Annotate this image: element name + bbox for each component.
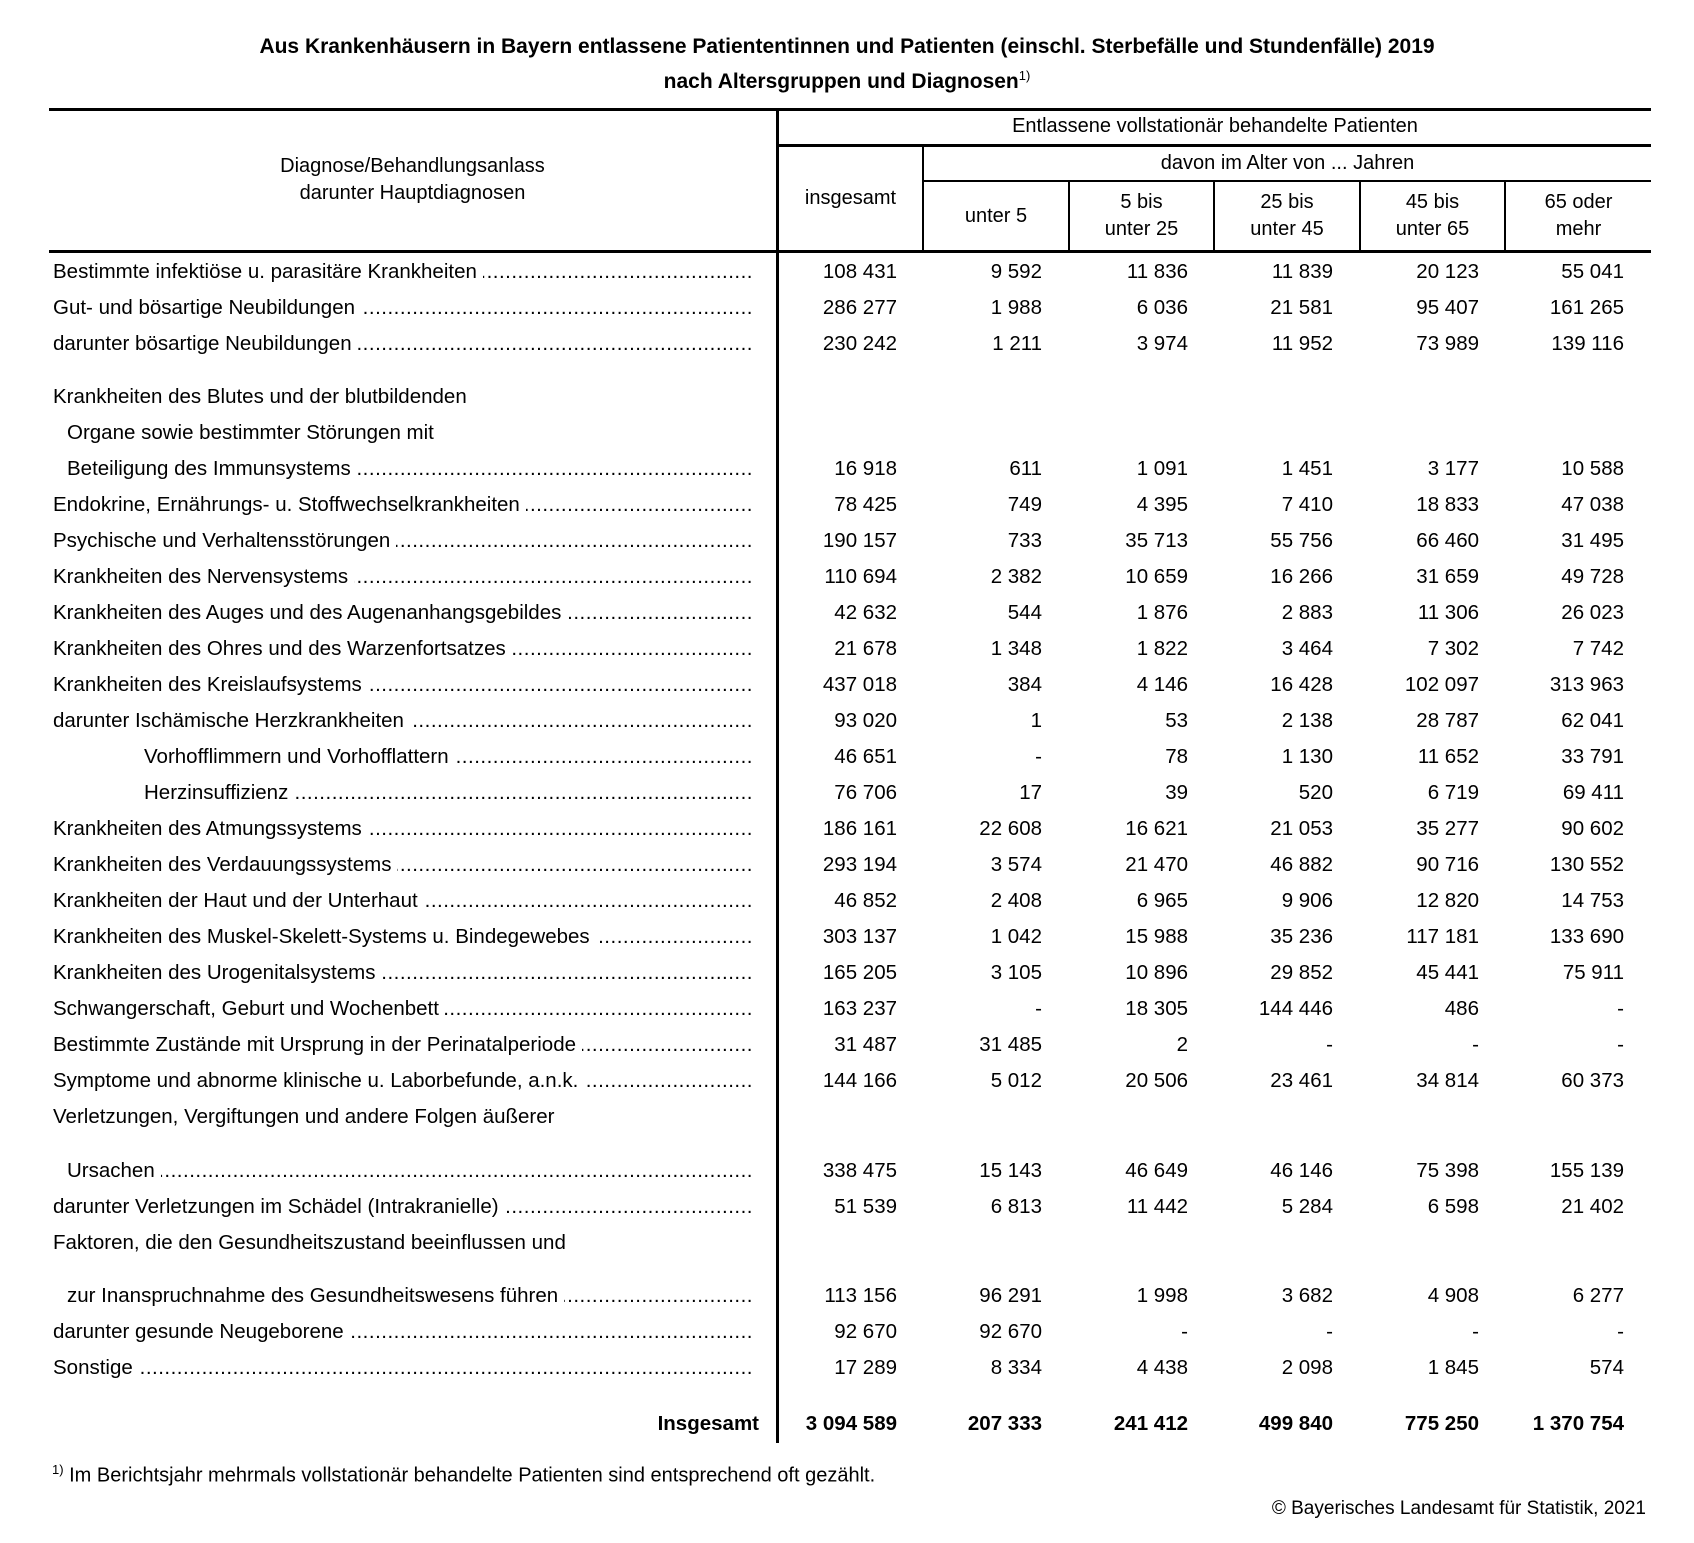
total-age-1: 241 412 — [1113, 1412, 1188, 1435]
cell-age-4: 90 602 — [1561, 817, 1624, 840]
cell-age-1: 39 — [1165, 781, 1188, 804]
cell-age-3: 1 845 — [1427, 1356, 1479, 1379]
cell-age-2: 11 952 — [1271, 332, 1333, 355]
cell-age-4: 133 690 — [1549, 925, 1624, 948]
table-row — [49, 326, 1651, 362]
cell-age-1: 15 988 — [1125, 925, 1188, 948]
col-header-insgesamt: insgesamt — [804, 187, 897, 209]
stub-header — [49, 153, 776, 207]
cell-age-3: 90 716 — [1416, 853, 1479, 876]
cell-age-2: 3 464 — [1281, 637, 1333, 660]
stub-header-line1: Diagnose/Behandlungsanlass — [280, 155, 545, 177]
cell-age-2: 35 236 — [1270, 925, 1333, 948]
row-label — [53, 595, 753, 631]
cell-age-4: - — [1617, 1033, 1624, 1056]
cell-insgesamt: 31 487 — [834, 1033, 897, 1056]
cell-age-2: 23 461 — [1270, 1069, 1333, 1092]
cell-age-2: 55 756 — [1270, 529, 1333, 552]
title-footnote-marker: 1) — [1018, 68, 1031, 83]
cell-insgesamt: 92 670 — [834, 1320, 897, 1343]
row-label-text: Bestimmte Zustände mit Ursprung in der Perinatalperiode — [53, 1027, 582, 1063]
cell-age-1: 20 506 — [1125, 1069, 1188, 1092]
col-header-age-4-line2: mehr — [1555, 218, 1602, 240]
cell-age-1: 3 974 — [1136, 332, 1188, 355]
cell-insgesamt: 78 425 — [834, 493, 897, 516]
table-row — [49, 1063, 1651, 1099]
col-header-age-3 — [1361, 189, 1504, 243]
cell-age-1: 4 146 — [1136, 673, 1188, 696]
cell-age-0: - — [1035, 997, 1042, 1020]
cell-age-1: 1 822 — [1136, 637, 1188, 660]
table-row — [49, 1027, 1651, 1063]
cell-age-2: 1 451 — [1281, 457, 1333, 480]
table-row — [49, 631, 1651, 667]
cell-age-1: 18 305 — [1125, 997, 1188, 1020]
cell-age-2: 144 446 — [1258, 997, 1333, 1020]
cell-age-0: 3 105 — [990, 961, 1042, 984]
cell-insgesamt: 163 237 — [822, 997, 897, 1020]
row-label — [53, 1225, 753, 1261]
total-age-3: 775 250 — [1404, 1412, 1479, 1435]
cell-insgesamt: 51 539 — [834, 1195, 897, 1218]
cell-age-3: 12 820 — [1416, 889, 1479, 912]
row-label — [53, 1314, 753, 1350]
header-bottom-rule — [49, 250, 1651, 253]
table-row — [49, 254, 1651, 290]
cell-age-1: 53 — [1165, 709, 1188, 732]
cell-age-1: 78 — [1165, 745, 1188, 768]
cell-age-3: 34 814 — [1416, 1069, 1479, 1092]
cell-age-4: 62 041 — [1561, 709, 1624, 732]
row-label-text: Krankheiten des Kreislaufsystems — [53, 667, 368, 703]
cell-age-1: 2 — [1176, 1033, 1188, 1056]
total-row — [49, 1406, 1651, 1442]
col-header-age-4-line1: 65 oder — [1544, 191, 1613, 213]
cell-age-0: 749 — [1007, 493, 1042, 516]
cell-insgesamt: 108 431 — [822, 260, 897, 283]
cell-age-1: 16 621 — [1125, 817, 1188, 840]
row-label — [53, 254, 753, 290]
cell-age-2: 21 581 — [1270, 296, 1333, 319]
col-header-age-1-line1: 5 bis — [1120, 191, 1163, 213]
table-row — [49, 847, 1651, 883]
cell-age-2: - — [1326, 1320, 1333, 1343]
cell-age-1: 4 395 — [1136, 493, 1188, 516]
col-header-age-1-line2: unter 25 — [1104, 218, 1179, 240]
cell-age-3: 20 123 — [1416, 260, 1479, 283]
cell-age-4: 10 588 — [1561, 457, 1624, 480]
col-header-age-3-line2: unter 65 — [1395, 218, 1470, 240]
row-label-text: Krankheiten der Haut und der Unterhaut — [53, 883, 424, 919]
row-label — [53, 1099, 753, 1135]
cell-insgesamt: 113 156 — [824, 1284, 897, 1307]
row-label-text: Krankheiten des Ohres und des Warzenfortsatzes — [53, 631, 512, 667]
cell-age-1: 11 836 — [1126, 260, 1188, 283]
row-label-text: Herzinsuffizienz — [144, 775, 294, 811]
cell-age-4: 139 116 — [1551, 332, 1624, 355]
cell-insgesamt: 230 242 — [822, 332, 897, 355]
cell-age-4: 55 041 — [1561, 260, 1624, 283]
row-label — [53, 1027, 753, 1063]
cell-age-2: 46 146 — [1270, 1159, 1333, 1182]
cell-age-2: 2 883 — [1281, 601, 1333, 624]
row-label — [53, 290, 753, 326]
cell-age-3: 75 398 — [1416, 1159, 1479, 1182]
row-label-text: Psychische und Verhaltensstörungen — [53, 523, 396, 559]
cell-age-4: 69 411 — [1562, 781, 1624, 804]
cell-age-4: 7 742 — [1572, 637, 1624, 660]
group-header: Entlassene vollstationär behandelte Patienten — [1012, 115, 1418, 137]
cell-age-1: 10 659 — [1125, 565, 1188, 588]
cell-age-0: 1 042 — [990, 925, 1042, 948]
table-row — [49, 775, 1651, 811]
cell-age-0: 8 334 — [990, 1356, 1042, 1379]
cell-age-2: 16 428 — [1270, 673, 1333, 696]
footnote — [52, 1462, 875, 1488]
table-row — [49, 290, 1651, 326]
table-row — [49, 811, 1651, 847]
cell-insgesamt: 144 166 — [822, 1069, 897, 1092]
row-label — [53, 883, 753, 919]
cell-age-2: - — [1326, 1033, 1333, 1056]
group-rule — [777, 144, 1651, 147]
row-label — [53, 1350, 753, 1386]
row-label — [53, 667, 753, 703]
footnote-marker: 1) — [52, 1462, 64, 1477]
row-label-text: Krankheiten des Blutes und der blutbildenden — [53, 379, 473, 415]
cell-age-2: 2 098 — [1281, 1356, 1333, 1379]
cell-age-0: 92 670 — [979, 1320, 1042, 1343]
total-age-4: 1 370 754 — [1532, 1412, 1624, 1435]
cell-age-1: 11 442 — [1126, 1195, 1188, 1218]
table-row — [49, 415, 1651, 451]
cell-age-0: 2 408 — [990, 889, 1042, 912]
top-rule — [49, 108, 1651, 111]
total-label: Insgesamt — [657, 1412, 759, 1435]
cell-age-2: 46 882 — [1270, 853, 1333, 876]
subgroup-rule — [923, 180, 1651, 182]
cell-age-0: 5 012 — [990, 1069, 1042, 1092]
cell-age-0: 96 291 — [979, 1284, 1042, 1307]
table-title-line2-text: nach Altersgruppen und Diagnosen — [663, 70, 1019, 93]
cell-age-2: 1 130 — [1281, 745, 1333, 768]
cell-age-1: 46 649 — [1125, 1159, 1188, 1182]
cell-age-3: 102 097 — [1404, 673, 1479, 696]
cell-insgesamt: 437 018 — [822, 673, 897, 696]
cell-age-0: 3 574 — [990, 853, 1042, 876]
cell-age-4: 155 139 — [1549, 1159, 1624, 1182]
cell-age-0: 1 — [1030, 709, 1042, 732]
cell-insgesamt: 21 678 — [834, 637, 897, 660]
cell-age-3: 66 460 — [1416, 529, 1479, 552]
row-label — [53, 1189, 753, 1225]
row-label-text: Verletzungen, Vergiftungen und andere Folgen äußerer — [53, 1099, 560, 1135]
cell-age-0: 1 988 — [990, 296, 1042, 319]
row-label-text: Faktoren, die den Gesundheitszustand beeinflussen und — [53, 1225, 572, 1261]
cell-age-0: 17 — [1019, 781, 1042, 804]
row-label — [53, 919, 753, 955]
cell-age-0: 544 — [1007, 601, 1042, 624]
row-label — [53, 847, 753, 883]
cell-age-2: 16 266 — [1270, 565, 1333, 588]
row-label — [67, 1153, 753, 1189]
cell-age-2: 9 906 — [1281, 889, 1333, 912]
row-label-text: Vorhofflimmern und Vorhofflattern — [144, 739, 455, 775]
cell-age-3: 3 177 — [1427, 457, 1479, 480]
col-header-age-3-line1: 45 bis — [1405, 191, 1460, 213]
row-label-text: Gut- und bösartige Neubildungen — [53, 290, 361, 326]
cell-age-4: 574 — [1589, 1356, 1624, 1379]
cell-age-4: 33 791 — [1561, 745, 1624, 768]
row-label — [67, 415, 753, 451]
row-label-text: Krankheiten des Atmungssystems — [53, 811, 368, 847]
cell-age-4: - — [1617, 1320, 1624, 1343]
row-label-text: Organe sowie bestimmter Störungen mit — [67, 415, 440, 451]
cell-age-2: 7 410 — [1281, 493, 1333, 516]
row-label-text: Schwangerschaft, Geburt und Wochenbett — [53, 991, 445, 1027]
table-row — [49, 739, 1651, 775]
cell-insgesamt: 165 205 — [822, 961, 897, 984]
table-row — [49, 919, 1651, 955]
cell-age-2: 3 682 — [1281, 1284, 1333, 1307]
table-row — [49, 1189, 1651, 1225]
table-row — [49, 487, 1651, 523]
row-label — [53, 811, 753, 847]
col-header-age-0: unter 5 — [964, 205, 1028, 227]
cell-age-1: 6 036 — [1136, 296, 1188, 319]
copyright: © Bayerisches Landesamt für Statistik, 2021 — [1271, 1498, 1646, 1519]
row-label-text: Krankheiten des Auges und des Augenanhangsgebildes — [53, 595, 567, 631]
cell-age-4: 31 495 — [1561, 529, 1624, 552]
cell-age-0: 15 143 — [979, 1159, 1042, 1182]
row-label — [53, 1063, 753, 1099]
col-header-age-1 — [1070, 189, 1213, 243]
cell-age-3: 11 652 — [1417, 745, 1479, 768]
cell-age-4: 130 552 — [1549, 853, 1624, 876]
cell-age-3: 95 407 — [1416, 296, 1479, 319]
cell-age-4: 60 373 — [1561, 1069, 1624, 1092]
table-row — [49, 1278, 1651, 1314]
table-row — [49, 595, 1651, 631]
row-label-text: darunter Verletzungen im Schädel (Intrakranielle) — [53, 1189, 505, 1225]
cell-insgesamt: 303 137 — [822, 925, 897, 948]
row-label — [53, 991, 753, 1027]
table-row — [49, 991, 1651, 1027]
row-label-text: Ursachen — [67, 1153, 161, 1189]
table-row — [49, 1153, 1651, 1189]
cell-age-4: 6 277 — [1572, 1284, 1624, 1307]
cell-age-4: 75 911 — [1562, 961, 1624, 984]
cell-age-2: 11 839 — [1271, 260, 1333, 283]
cell-age-4: 14 753 — [1561, 889, 1624, 912]
table-row — [49, 955, 1651, 991]
table-row — [49, 379, 1651, 415]
row-label-text: Krankheiten des Verdauungssystems — [53, 847, 397, 883]
cell-age-1: 21 470 — [1125, 853, 1188, 876]
cell-age-4: 49 728 — [1561, 565, 1624, 588]
row-label — [53, 559, 753, 595]
cell-insgesamt: 110 694 — [824, 565, 897, 588]
table-row — [49, 1225, 1651, 1261]
cell-age-1: 10 896 — [1125, 961, 1188, 984]
cell-insgesamt: 46 852 — [834, 889, 897, 912]
cell-age-0: 611 — [1009, 457, 1042, 480]
row-label-text: Bestimmte infektiöse u. parasitäre Krankheiten — [53, 254, 483, 290]
cell-age-4: 47 038 — [1561, 493, 1624, 516]
cell-age-2: 2 138 — [1281, 709, 1333, 732]
cell-age-1: 4 438 — [1136, 1356, 1188, 1379]
table-row — [49, 451, 1651, 487]
cell-insgesamt: 93 020 — [834, 709, 897, 732]
row-label — [144, 775, 753, 811]
cell-age-1: - — [1181, 1320, 1188, 1343]
cell-age-3: 11 306 — [1417, 601, 1479, 624]
table-row — [49, 559, 1651, 595]
row-label — [67, 451, 753, 487]
row-label-text: Krankheiten des Muskel-Skelett-Systems u. Bindegewebes — [53, 919, 596, 955]
row-label-text: Symptome und abnorme klinische u. Laborbefunde, a.n.k. — [53, 1063, 584, 1099]
table-title-line1: Aus Krankenhäusern in Bayern entlassene Patiententinnen und Patienten (einschl. Sterbefälle und Stundenfälle) 2019 — [259, 35, 1435, 58]
table-row — [49, 1314, 1651, 1350]
cell-age-1: 1 876 — [1136, 601, 1188, 624]
cell-insgesamt: 46 651 — [834, 745, 897, 768]
cell-age-0: 1 348 — [990, 637, 1042, 660]
cell-age-1: 35 713 — [1125, 529, 1188, 552]
table-row — [49, 667, 1651, 703]
table-row — [49, 1350, 1651, 1386]
cell-age-0: 9 592 — [990, 260, 1042, 283]
cell-age-3: 35 277 — [1416, 817, 1479, 840]
cell-age-1: 1 998 — [1136, 1284, 1188, 1307]
row-label — [53, 379, 753, 415]
cell-insgesamt: 338 475 — [822, 1159, 897, 1182]
col-header-age-4 — [1506, 189, 1651, 243]
cell-age-3: 18 833 — [1416, 493, 1479, 516]
col-header-age-2 — [1215, 189, 1359, 243]
row-label — [53, 487, 753, 523]
row-label-text: Krankheiten des Nervensystems — [53, 559, 354, 595]
cell-age-3: 31 659 — [1416, 565, 1479, 588]
cell-age-3: - — [1472, 1320, 1479, 1343]
cell-age-0: 1 211 — [992, 332, 1042, 355]
cell-age-3: 486 — [1444, 997, 1479, 1020]
cell-insgesamt: 286 277 — [822, 296, 897, 319]
cell-insgesamt: 293 194 — [822, 853, 897, 876]
row-label — [53, 703, 753, 739]
cell-age-3: 4 908 — [1427, 1284, 1479, 1307]
total-insgesamt: 3 094 589 — [805, 1412, 897, 1435]
cell-insgesamt: 42 632 — [834, 601, 897, 624]
cell-age-3: 28 787 — [1416, 709, 1479, 732]
footnote-text: Im Berichtsjahr mehrmals vollstationär behandelte Patienten sind entsprechend oft gezählt. — [69, 1464, 876, 1487]
cell-age-0: - — [1035, 745, 1042, 768]
cell-age-2: 29 852 — [1270, 961, 1333, 984]
cell-age-4: - — [1617, 997, 1624, 1020]
cell-age-3: 6 598 — [1427, 1195, 1479, 1218]
row-label-text: darunter Ischämische Herzkrankheiten — [53, 703, 410, 739]
row-label — [53, 523, 753, 559]
cell-age-4: 26 023 — [1561, 601, 1624, 624]
row-label-text: Beteiligung des Immunsystems — [67, 451, 357, 487]
subgroup-header: davon im Alter von ... Jahren — [1160, 152, 1415, 174]
row-label-text: darunter gesunde Neugeborene — [53, 1314, 350, 1350]
cell-insgesamt: 190 157 — [822, 529, 897, 552]
row-label — [67, 1278, 753, 1314]
cell-age-1: 6 965 — [1136, 889, 1188, 912]
cell-insgesamt: 76 706 — [834, 781, 897, 804]
cell-insgesamt: 17 289 — [834, 1356, 897, 1379]
cell-age-4: 161 265 — [1549, 296, 1624, 319]
row-label-text: Endokrine, Ernährungs- u. Stoffwechselkrankheiten — [53, 487, 526, 523]
cell-insgesamt: 16 918 — [834, 457, 897, 480]
col-header-age-2-line1: 25 bis — [1260, 191, 1314, 213]
cell-age-2: 21 053 — [1270, 817, 1333, 840]
total-age-0: 207 333 — [967, 1412, 1042, 1435]
table-title-line2 — [0, 68, 1694, 94]
row-label — [53, 955, 753, 991]
row-label — [53, 631, 753, 667]
cell-age-3: 73 989 — [1416, 332, 1479, 355]
cell-age-0: 31 485 — [979, 1033, 1042, 1056]
cell-age-0: 384 — [1007, 673, 1042, 696]
cell-age-0: 2 382 — [990, 565, 1042, 588]
cell-age-1: 1 091 — [1136, 457, 1188, 480]
col-header-age-2-line2: unter 45 — [1250, 218, 1324, 240]
cell-age-4: 21 402 — [1561, 1195, 1624, 1218]
cell-insgesamt: 186 161 — [822, 817, 897, 840]
cell-age-3: 117 181 — [1406, 925, 1479, 948]
cell-age-4: 313 963 — [1549, 673, 1624, 696]
cell-age-2: 5 284 — [1281, 1195, 1333, 1218]
row-label — [53, 326, 753, 362]
cell-age-3: 7 302 — [1427, 637, 1479, 660]
table-row — [49, 523, 1651, 559]
table-row — [49, 703, 1651, 739]
cell-age-0: 6 813 — [990, 1195, 1042, 1218]
cell-age-0: 733 — [1007, 529, 1042, 552]
cell-age-3: 6 719 — [1427, 781, 1479, 804]
table-row — [49, 883, 1651, 919]
table-row — [49, 1099, 1651, 1135]
row-label-text: darunter bösartige Neubildungen — [53, 326, 358, 362]
cell-age-0: 22 608 — [979, 817, 1042, 840]
total-age-2: 499 840 — [1258, 1412, 1333, 1435]
cell-age-3: - — [1472, 1033, 1479, 1056]
row-label-text: Sonstige — [53, 1350, 139, 1386]
cell-age-3: 45 441 — [1416, 961, 1479, 984]
row-label — [144, 739, 753, 775]
row-label-text: Krankheiten des Urogenitalsystems — [53, 955, 381, 991]
cell-age-2: 520 — [1298, 781, 1333, 804]
stub-header-line2: darunter Hauptdiagnosen — [299, 182, 526, 204]
row-label-text: zur Inanspruchnahme des Gesundheitswesens führen — [67, 1278, 564, 1314]
